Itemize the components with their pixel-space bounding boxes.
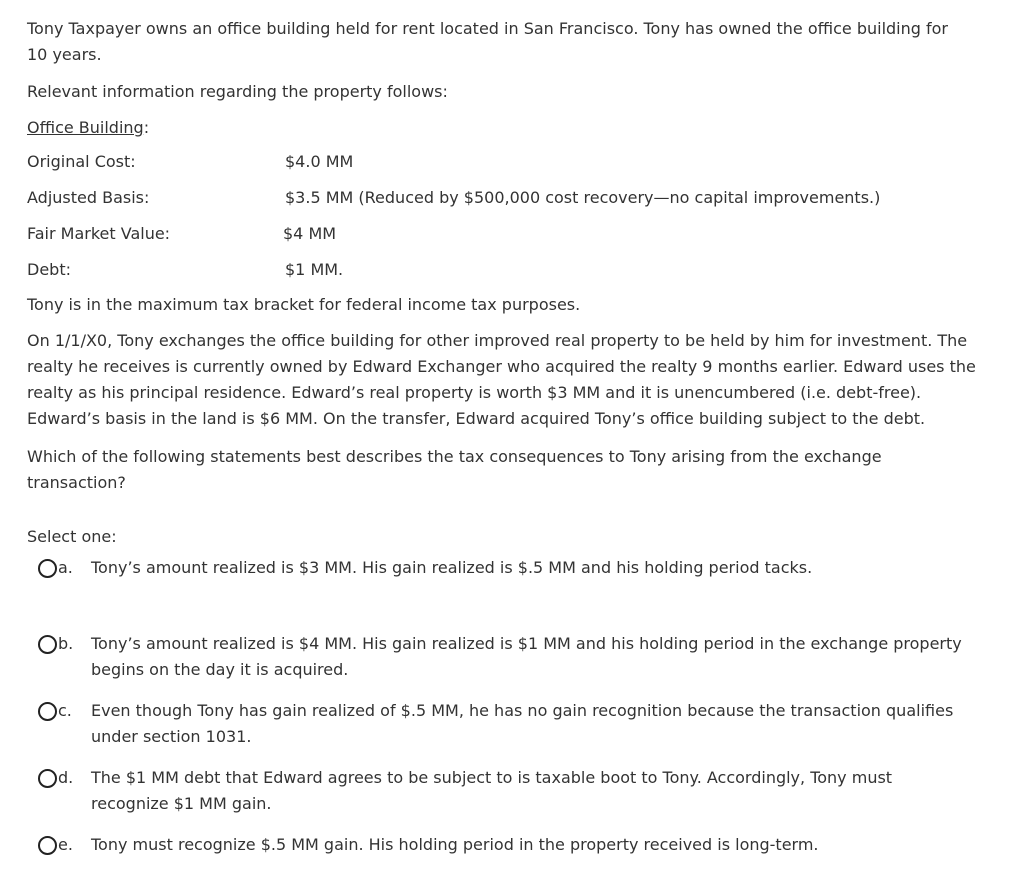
option-c-line-1: Even though Tony has gain realized of $.5 MM, he has no gain recognition because the transaction qualifies [91, 701, 954, 720]
adjusted-basis-label: Adjusted Basis: [27, 188, 150, 207]
intro-line-2: 10 years. [27, 45, 102, 64]
radio-button-b[interactable] [38, 635, 57, 654]
question-text [27, 444, 882, 496]
option-text-b[interactable] [91, 631, 1011, 683]
exchange-line-2: realty he receives is currently owned by Edward Exchanger who acquired the realty 9 months earlier. Edward uses the [27, 357, 976, 376]
adjusted-basis-value: $3.5 MM (Reduced by $500,000 cost recovery—no capital improvements.) [285, 188, 881, 207]
option-b-line-2: begins on the day it is acquired. [91, 660, 349, 679]
debt-label: Debt: [27, 260, 71, 279]
fair-market-value-label: Fair Market Value: [27, 224, 171, 243]
option-letter-a: a. [58, 558, 73, 577]
radio-button-a[interactable] [38, 559, 57, 578]
radio-button-c[interactable] [38, 702, 57, 721]
fair-market-value-value: $4 MM [283, 224, 337, 243]
radio-button-d[interactable] [38, 769, 57, 788]
option-text-c[interactable] [91, 698, 1011, 750]
option-text-d[interactable] [91, 765, 1011, 817]
option-letter-b: b. [58, 634, 74, 653]
property-heading-colon: : [143, 118, 150, 137]
intro-paragraph [27, 16, 948, 68]
exchange-line-3: realty as his principal residence. Edward’s real property is worth $3 MM and it is unencumbered (i.e. debt-free). [27, 383, 922, 402]
relevant-info-text: Relevant information regarding the property follows: [27, 82, 448, 101]
exchange-line-4: Edward’s basis in the land is $6 MM. On the transfer, Edward acquired Tony’s office building subject to the debt. [27, 409, 926, 428]
radio-button-e[interactable] [38, 836, 57, 855]
intro-line-1: Tony Taxpayer owns an office building held for rent located in San Francisco. Tony has owned the office building for [27, 19, 949, 38]
option-text-a[interactable] [91, 555, 1011, 581]
original-cost-label: Original Cost: [27, 152, 136, 171]
tax-bracket-text: Tony is in the maximum tax bracket for federal income tax purposes. [27, 295, 581, 314]
option-letter-e: e. [58, 835, 73, 854]
exchange-paragraph [27, 328, 976, 432]
select-one-prompt: Select one: [27, 527, 117, 546]
option-letter-d: d. [58, 768, 74, 787]
original-cost-value: $4.0 MM [285, 152, 354, 171]
option-a-line-1: Tony’s amount realized is $3 MM. His gain realized is $.5 MM and his holding period tacks. [91, 558, 813, 577]
debt-value: $1 MM. [285, 260, 344, 279]
property-heading [27, 115, 149, 141]
property-heading-label: Office Building [27, 118, 144, 137]
question-line-2: transaction? [27, 473, 126, 492]
exchange-line-1: On 1/1/X0, Tony exchanges the office building for other improved real property to be held by him for investment. The [27, 331, 968, 350]
option-c-line-2: under section 1031. [91, 727, 252, 746]
option-b-line-1: Tony’s amount realized is $4 MM. His gain realized is $1 MM and his holding period in the exchange property [91, 634, 962, 653]
question-line-1: Which of the following statements best describes the tax consequences to Tony arising from the exchange [27, 447, 882, 466]
option-d-line-1: The $1 MM debt that Edward agrees to be subject to is taxable boot to Tony. Accordingly, Tony must [91, 768, 893, 787]
option-e-line-1: Tony must recognize $.5 MM gain. His holding period in the property received is long-term. [91, 835, 819, 854]
option-d-line-2: recognize $1 MM gain. [91, 794, 272, 813]
option-text-e[interactable] [91, 832, 1011, 858]
option-letter-c: c. [58, 701, 72, 720]
